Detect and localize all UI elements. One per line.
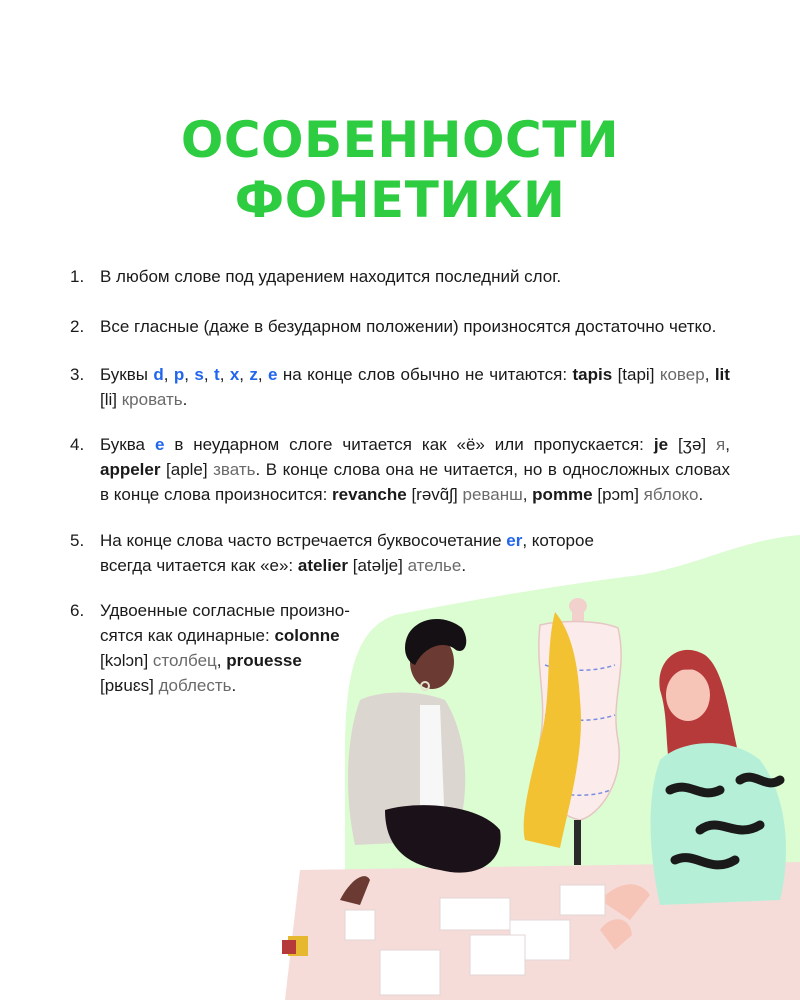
title-line-1: ОСОБЕННОСТИ [180,111,620,169]
example-word: revanche [332,485,407,504]
example-word: je [653,435,669,454]
highlighted-letter: e [154,435,165,454]
item-number: 2. [70,317,85,336]
translation: доблесть [158,676,232,695]
item-text: Удвоенные согласные произно- сятся как одинарные: colonne [kɔlɔn] столбец, prouesse [pʁuɛs] доблесть. [100,601,350,695]
transcription: [li] [100,390,117,409]
example-word: tapis [572,365,613,384]
example-word: appeler [100,460,161,479]
transcription: [tapi] [617,365,655,384]
highlighted-letters: er [506,531,523,550]
translation: ателье [407,556,462,575]
item-text: На конце слова часто встречается буквосочетание er, которое всегда читается как «е»: atelier [atəlje] ателье. [100,531,594,575]
silent-letter: t [214,365,220,384]
translation: ковер [659,365,705,384]
example-word: prouesse [226,651,302,670]
silent-letter: z [249,365,258,384]
item-number: 6. [70,601,85,620]
silent-letter: p [173,365,185,384]
example-word: atelier [297,556,348,575]
silent-letter: s [194,365,204,384]
translation: кровать [121,390,183,409]
item-text: Все гласные (даже в безударном положении) произносятся достаточно четко. [100,317,717,336]
translation: я [716,435,726,454]
silent-letter: d [153,365,164,384]
silent-letter: x [229,365,240,384]
title-line-2: ФОНЕТИКИ [234,171,566,229]
transcription: [rəvɑ̃ʃ] [411,485,458,504]
transcription: [kɔlɔn] [100,651,149,670]
translation: звать [213,460,256,479]
silent-letter: e [268,365,278,384]
transcription: [pʁuɛs] [100,676,154,695]
transcription: [ʒə] [677,435,707,454]
page-title [0,110,800,230]
transcription: [atəlje] [352,556,403,575]
item-text: Буквы d, p, s, t, x, z, e на конце слов обычно не читаются: tapis [tapi] ковер, lit [li] кровать. [100,365,730,409]
transcription: [pɔm] [597,485,639,504]
item-number: 5. [70,531,85,550]
translation: столбец [152,651,217,670]
item-number: 3. [70,365,85,384]
item-text: В любом слове под ударением находится последний слог. [100,267,562,286]
example-word: pomme [532,485,593,504]
example-word: lit [714,365,730,384]
transcription: [aple] [166,460,208,479]
translation: яблоко [643,485,699,504]
item-number: 4. [70,435,85,454]
item-number: 1. [70,267,85,286]
translation: реванш [462,485,523,504]
item-text: Буква e в неударном слоге читается как «ё» или пропускается: je [ʒə] я, appeler [aple] звать. В конце слова она не читается, но в односложных словах в конце слова произносится: revanche [rəvɑ̃ʃ] реванш, pomme [pɔm] яблоко. [100,435,730,504]
example-word: colonne [274,626,340,645]
swatch-red [282,940,296,954]
